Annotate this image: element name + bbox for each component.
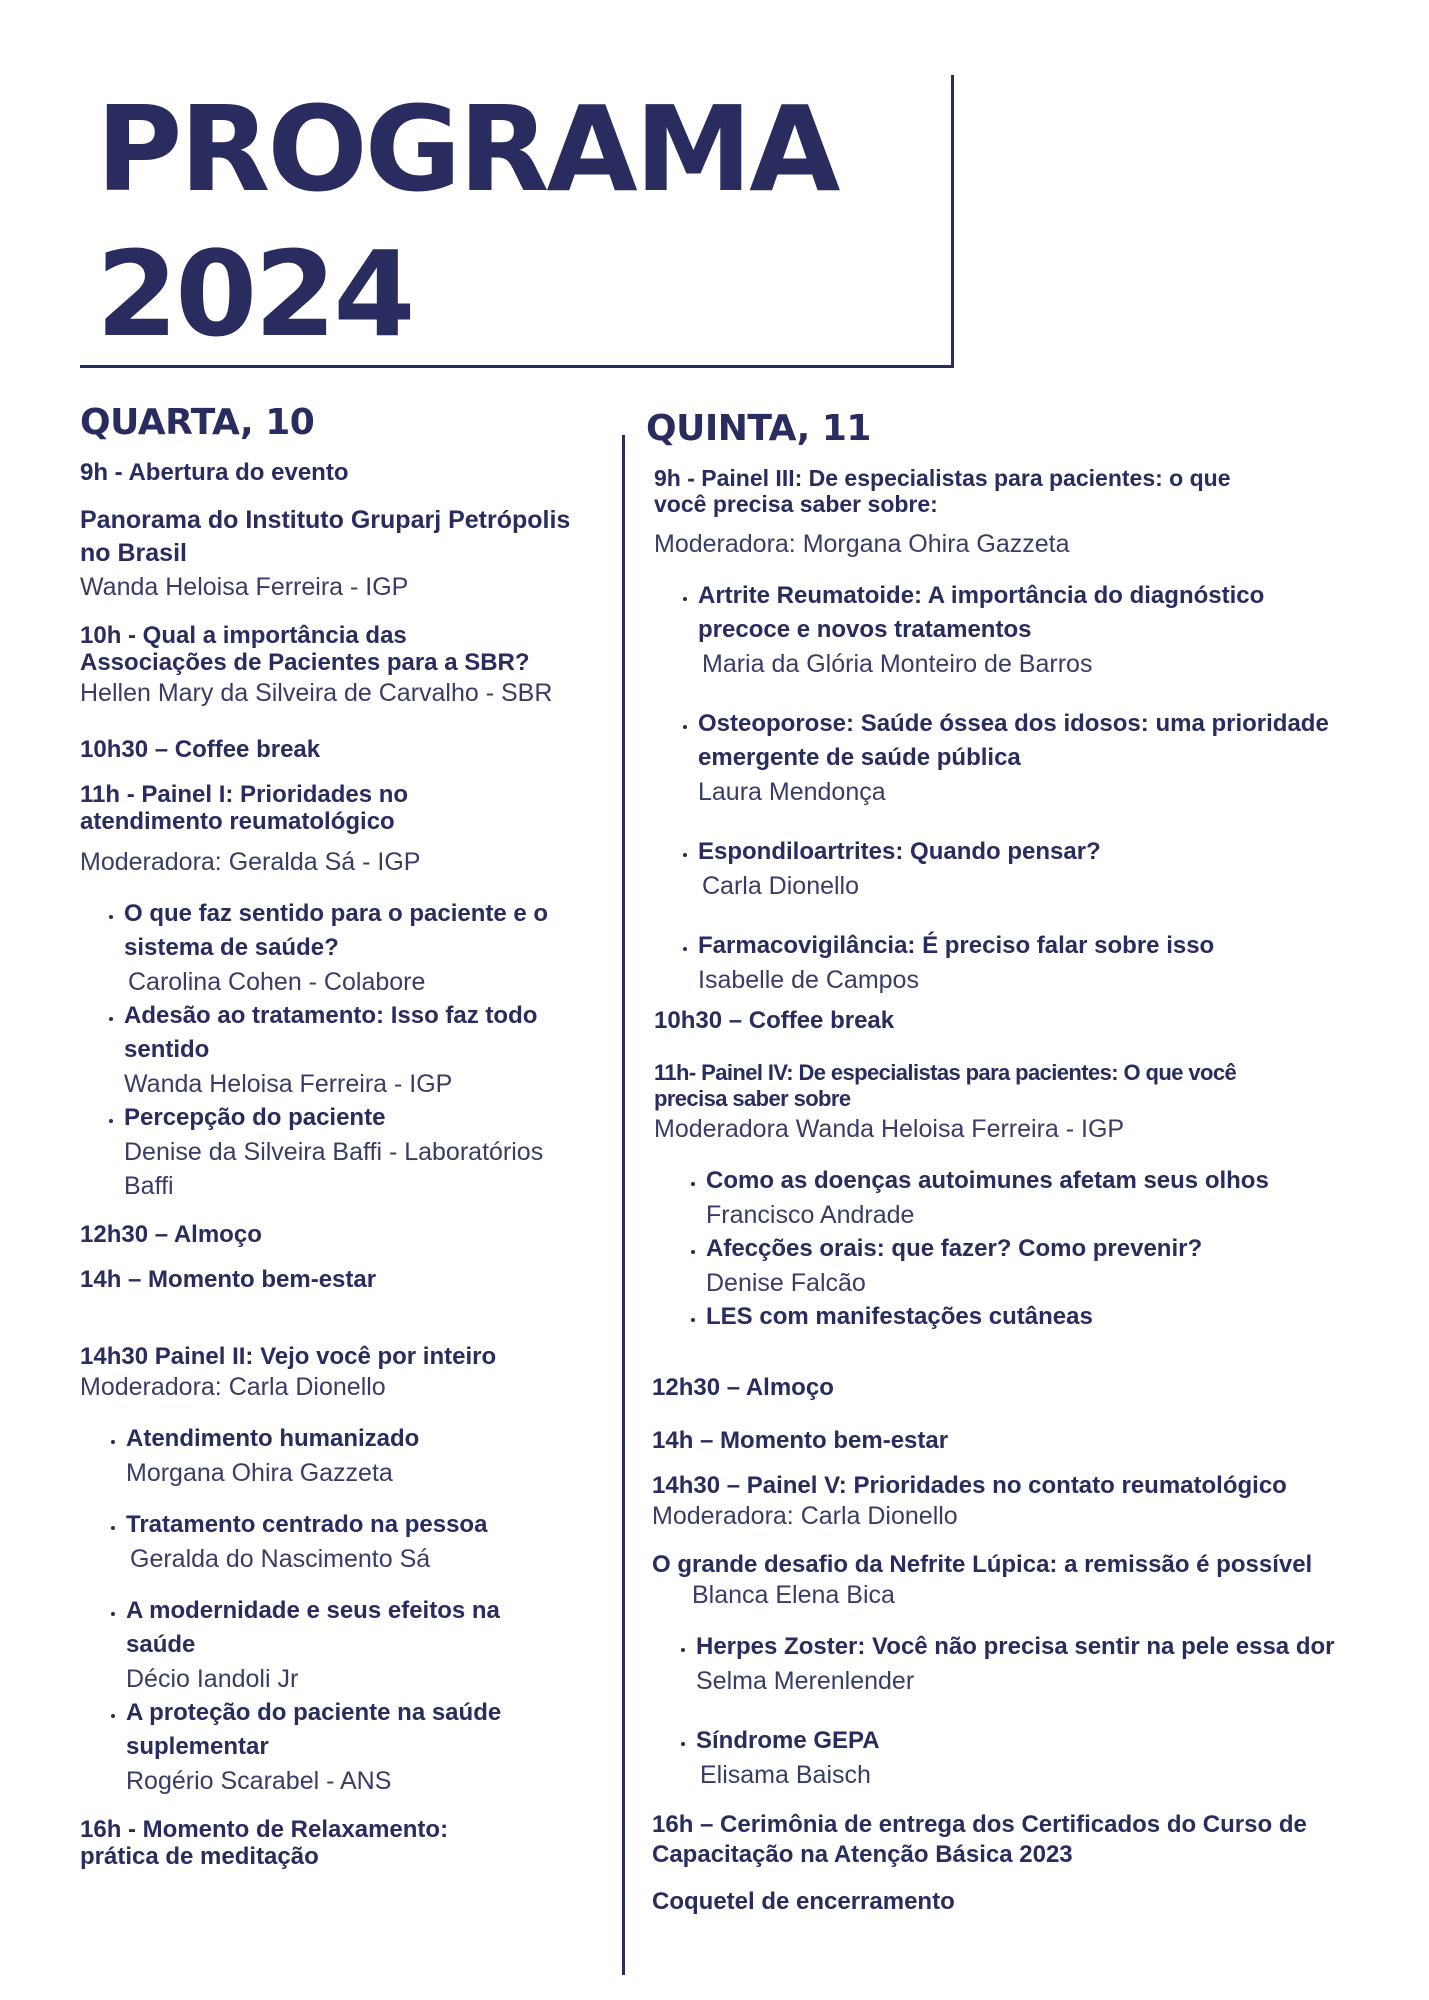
panel-4-talks: [646, 1164, 1406, 1334]
title-line-2: 2024: [96, 225, 413, 363]
list-item: [698, 929, 1406, 997]
speaker: Baffi: [124, 1172, 174, 1200]
talk-title: saúde: [126, 1631, 196, 1658]
talk-title: • Osteoporose: Saúde óssea dos idosos: uma prioridade: [698, 710, 1329, 737]
list-item: [126, 1508, 610, 1576]
column-divider: [622, 435, 625, 1975]
title-frame-horizontal: [80, 365, 954, 368]
panel-title: 11h- Painel IV: De especialistas para pacientes: O que você: [654, 1060, 1237, 1085]
talk-title: • O que faz sentido para o paciente e o: [124, 900, 549, 927]
ceremony-item: Capacitação na Atenção Básica 2023: [652, 1841, 1073, 1868]
talk-title: • Afecções orais: que fazer? Como prevenir?: [706, 1235, 1203, 1262]
speaker: Maria da Glória Monteiro de Barros: [702, 650, 1093, 678]
speaker: Carolina Cohen - Colabore: [128, 968, 426, 996]
talk-title: • Artrite Reumatoide: A importância do diagnóstico: [698, 582, 1265, 609]
list-item: [706, 1232, 1406, 1300]
list-item: [124, 999, 610, 1101]
list-item: [696, 1630, 1406, 1698]
list-item: [698, 707, 1406, 809]
closing-cocktail: Coquetel de encerramento: [652, 1888, 955, 1915]
talk-title: precoce e novos tratamentos: [698, 616, 1032, 643]
talk-title: • A modernidade e seus efeitos na: [126, 1597, 500, 1624]
talk-title: • Síndrome GEPA: [696, 1727, 880, 1754]
talk-title: sistema de saúde?: [124, 934, 339, 961]
thursday-column: [646, 408, 1406, 1915]
list-item: [126, 1422, 610, 1490]
speaker: Laura Mendonça: [698, 778, 886, 806]
speaker: Denise da Silveira Baffi - Laboratórios: [124, 1138, 544, 1166]
list-item: [706, 1164, 1406, 1232]
list-item: [698, 835, 1406, 903]
list-item: [706, 1300, 1406, 1334]
speaker: Wanda Heloisa Ferreira - IGP: [124, 1070, 453, 1098]
list-item: [698, 579, 1406, 681]
speaker: Morgana Ohira Gazzeta: [126, 1459, 393, 1487]
title-frame-vertical: [951, 75, 954, 367]
speaker: Wanda Heloisa Ferreira - IGP: [80, 573, 409, 601]
speaker: Geralda do Nascimento Sá: [130, 1545, 431, 1573]
panel-1-talks: [80, 897, 610, 1203]
lunch-item: 12h30 – Almoço: [80, 1221, 262, 1248]
wellbeing-item: 14h – Momento bem-estar: [80, 1266, 377, 1293]
moderator: Moderadora Wanda Heloisa Ferreira - IGP: [654, 1115, 1125, 1143]
talk-title: • Adesão ao tratamento: Isso faz todo: [124, 1002, 538, 1029]
talk-title: • Espondiloartrites: Quando pensar?: [698, 838, 1101, 865]
speaker: Hellen Mary da Silveira de Carvalho - SBR: [80, 679, 553, 707]
talk-title: • Tratamento centrado na pessoa: [126, 1511, 488, 1538]
speaker: Francisco Andrade: [706, 1201, 915, 1229]
list-item: [126, 1696, 610, 1798]
session-title: no Brasil: [80, 539, 187, 567]
session-title: O grande desafio da Nefrite Lúpica: a remissão é possível: [652, 1551, 1313, 1578]
talk-title: sentido: [124, 1036, 210, 1063]
panel-title: 11h - Painel I: Prioridades no: [80, 781, 409, 808]
break-item: 10h30 – Coffee break: [80, 736, 321, 763]
panel-5-talks: [646, 1630, 1406, 1792]
opening-time: 9h - Abertura do evento: [80, 459, 349, 486]
talk-title: • LES com manifestações cutâneas: [706, 1303, 1093, 1330]
moderator: Moderadora: Morgana Ohira Gazzeta: [654, 530, 1070, 558]
list-item: [126, 1594, 610, 1696]
wellbeing-item: 14h – Momento bem-estar: [652, 1427, 949, 1454]
title-line-1: PROGRAMA: [96, 80, 838, 218]
speaker: Blanca Elena Bica: [692, 1581, 895, 1609]
panel-title: atendimento reumatológico: [80, 808, 395, 835]
speaker: Denise Falcão: [706, 1269, 866, 1297]
ceremony-item: 16h – Cerimônia de entrega dos Certificados do Curso de: [652, 1811, 1307, 1838]
day-heading-thursday: QUINTA, 11: [646, 408, 871, 449]
talk-title: • Herpes Zoster: Você não precisa sentir na pele essa dor: [696, 1633, 1335, 1660]
day-heading-wednesday: QUARTA, 10: [80, 402, 315, 443]
relaxation-item: prática de meditação: [80, 1843, 319, 1870]
session-title: Panorama do Instituto Gruparj Petrópolis: [80, 506, 571, 534]
speaker: Isabelle de Campos: [698, 966, 919, 994]
talk-title: • Atendimento humanizado: [126, 1425, 420, 1452]
panel-2-talks: [80, 1422, 610, 1798]
talk-title: emergente de saúde pública: [698, 744, 1021, 771]
list-item: [124, 897, 610, 999]
speaker: Décio Iandoli Jr: [126, 1665, 299, 1693]
panel-title: você precisa saber sobre:: [654, 491, 938, 517]
moderator: Moderadora: Carla Dionello: [80, 1373, 386, 1401]
session-title: Associações de Pacientes para a SBR?: [80, 649, 530, 676]
panel-title: 14h30 – Painel V: Prioridades no contato reumatológico: [652, 1472, 1287, 1499]
talk-title: • Como as doenças autoimunes afetam seus olhos: [706, 1167, 1269, 1194]
wednesday-column: [80, 402, 610, 1870]
session-title: 10h - Qual a importância das: [80, 622, 407, 649]
lunch-item: 12h30 – Almoço: [652, 1374, 834, 1401]
speaker: Selma Merenlender: [696, 1667, 915, 1695]
talk-title: suplementar: [126, 1733, 269, 1760]
talk-title: • A proteção do paciente na saúde: [126, 1699, 502, 1726]
break-item: 10h30 – Coffee break: [654, 1007, 895, 1034]
speaker: Rogério Scarabel - ANS: [126, 1767, 392, 1795]
moderator: Moderadora: Carla Dionello: [652, 1502, 958, 1530]
panel-title: precisa saber sobre: [654, 1086, 851, 1111]
panel-title: 14h30 Painel II: Vejo você por inteiro: [80, 1343, 497, 1370]
list-item: [696, 1724, 1406, 1792]
panel-3-talks: [646, 579, 1406, 997]
talk-title: • Percepção do paciente: [124, 1104, 386, 1131]
speaker: Elisama Baisch: [700, 1761, 871, 1789]
moderator: Moderadora: Geralda Sá - IGP: [80, 848, 421, 876]
list-item: [124, 1101, 610, 1203]
speaker: Carla Dionello: [702, 872, 860, 900]
talk-title: • Farmacovigilância: É preciso falar sobre isso: [698, 932, 1215, 959]
relaxation-item: 16h - Momento de Relaxamento:: [80, 1816, 449, 1843]
panel-title: 9h - Painel III: De especialistas para pacientes: o que: [654, 465, 1231, 491]
